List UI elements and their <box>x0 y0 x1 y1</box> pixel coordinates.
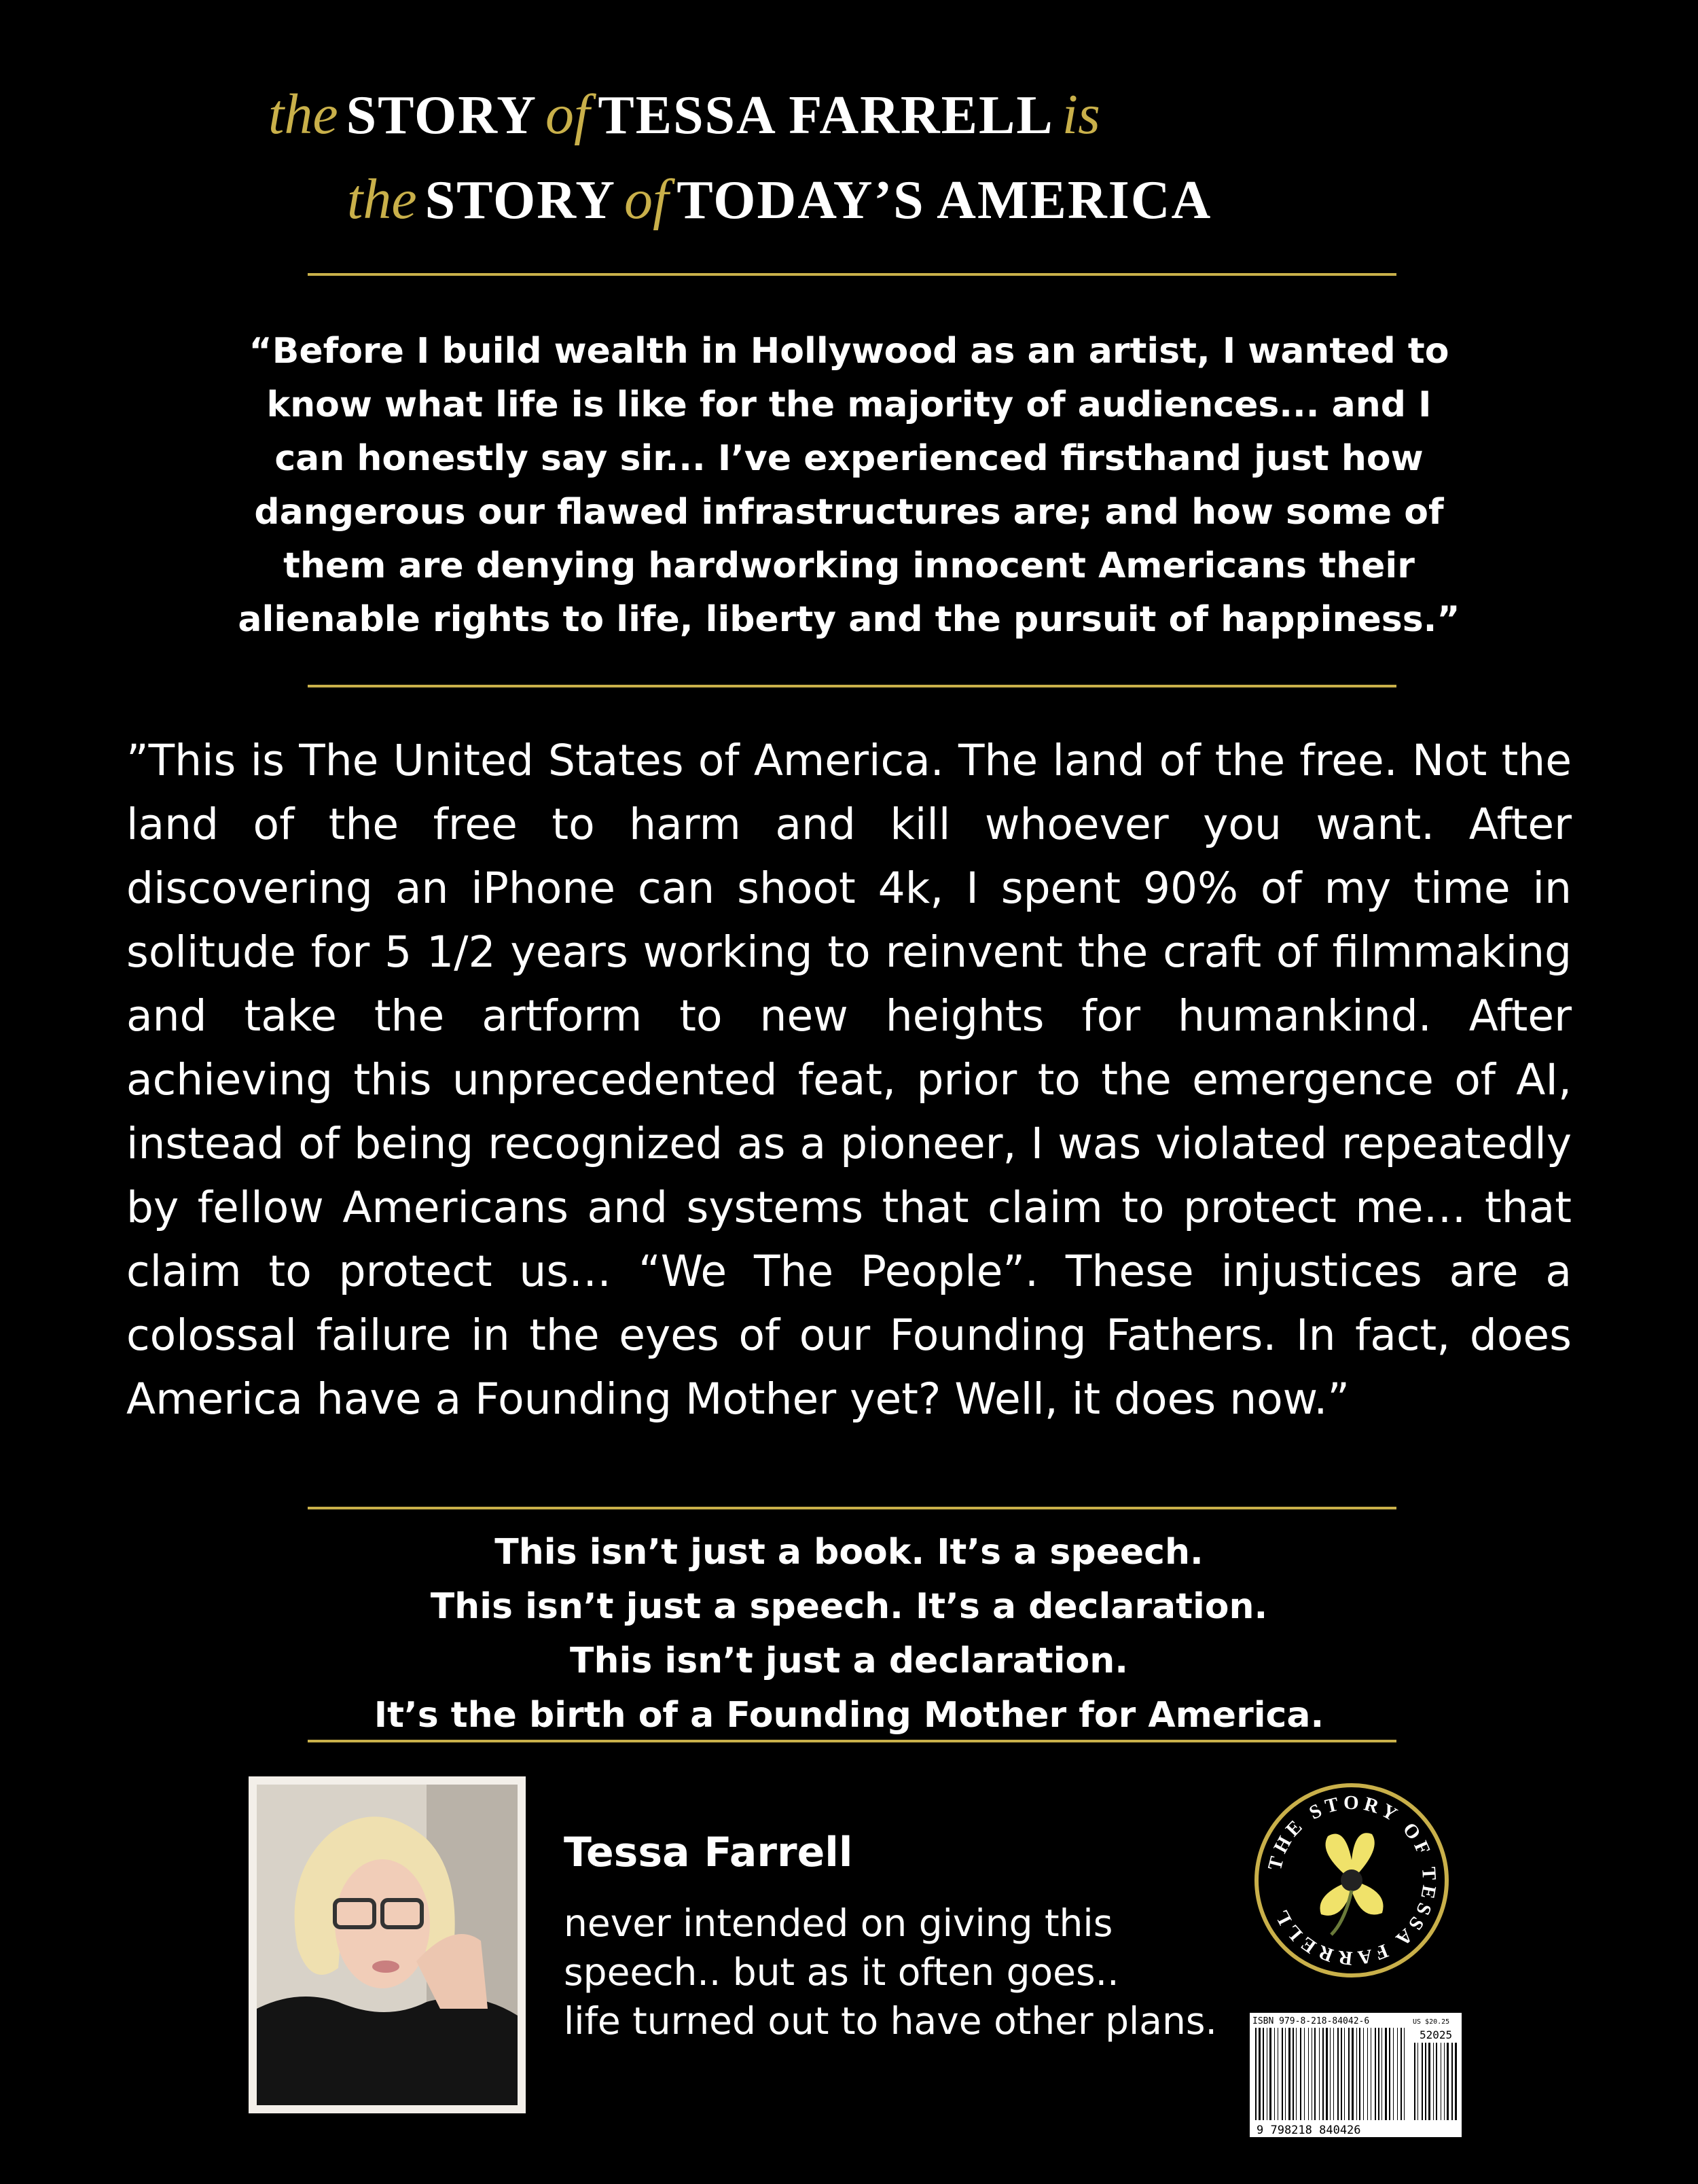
barcode-bar <box>1385 2028 1387 2120</box>
barcode-bar <box>1322 2028 1324 2120</box>
tagline-line: It’s the birth of a Founding Mother for America. <box>374 1695 1324 1736</box>
barcode-bar <box>1337 2028 1339 2120</box>
addon-bar <box>1447 2043 1449 2120</box>
barcode-bar <box>1333 2028 1334 2120</box>
barcode-bar <box>1296 2028 1297 2120</box>
addon-bar <box>1414 2043 1415 2120</box>
price-code: US $20.25 <box>1413 2018 1450 2026</box>
barcode-bar <box>1348 2028 1350 2120</box>
barcode-bar <box>1300 2028 1301 2120</box>
addon-bar <box>1444 2043 1445 2120</box>
barcode-bar <box>1356 2028 1357 2120</box>
portrait-image <box>257 1785 518 2105</box>
divider <box>308 1740 1396 1742</box>
title-word: the <box>347 168 417 231</box>
barcode-bar <box>1341 2028 1342 2120</box>
barcode-bar <box>1288 2028 1290 2120</box>
barcode-bar <box>1363 2028 1364 2120</box>
tagline-line: This isn’t just a speech. It’s a declaration. <box>430 1586 1268 1627</box>
isbn-text: ISBN 979-8-218-84042-6 <box>1252 2016 1370 2026</box>
barcode-bar <box>1263 2028 1264 2120</box>
quote-line: “Before I build wealth in Hollywood as an artist, I wanted to <box>249 331 1449 372</box>
main-quote: ”This is The United States of America. The land of the free. Not the land of the free to harm and kill whoever you want. After discovering an iPhone can shoot 4k, I spent 90% of my time in solitude for 5 1/2 years working to reinvent the craft of filmmaking and take the artform to new heights for humankind. After achieving this unprecedented feat, prior to the emergence of AI, instead of being recognized as a pioneer, I was violated repeatedly by fellow Americans and systems that claim to protect me… that claim to protect us… “We The People”. These injustices are a colossal failure in the eyes of our Founding Fathers. In fact, does America have a Founding Mother yet? Well, it does now.” <box>126 736 1572 1424</box>
quote-line: know what life is like for the majority of audiences... and I <box>266 384 1432 425</box>
barcode-bar <box>1314 2028 1316 2120</box>
barcode-bar <box>1304 2028 1305 2120</box>
title-word: TESSA FARRELL <box>598 86 1054 145</box>
addon-bar <box>1455 2043 1457 2120</box>
title-word: the <box>268 83 338 146</box>
barcode-bars <box>1255 2028 1405 2120</box>
title-word: STORY <box>346 86 537 145</box>
barcode-bar <box>1359 2028 1360 2120</box>
title-word: of <box>624 168 669 231</box>
title-word: of <box>545 83 590 146</box>
author-bio <box>564 1899 1243 2045</box>
barcode-bar <box>1274 2028 1275 2120</box>
barcode-bar <box>1330 2028 1331 2120</box>
barcode-bar <box>1393 2028 1394 2120</box>
title-line-2 <box>347 166 1212 232</box>
addon-bars <box>1414 2043 1457 2120</box>
addon-bar <box>1428 2043 1430 2120</box>
title-word: TODAY’S AMERICA <box>676 171 1212 230</box>
barcode-bar <box>1308 2028 1309 2120</box>
title-word: is <box>1062 83 1100 146</box>
barcode-bar <box>1375 2028 1376 2120</box>
tagline-line: This isn’t just a book. It’s a speech. <box>494 1532 1204 1573</box>
barcode-bar <box>1269 2028 1271 2120</box>
barcode-bar <box>1259 2028 1261 2120</box>
addon-bar <box>1425 2043 1426 2120</box>
barcode-bar <box>1255 2028 1257 2120</box>
addon-bar <box>1451 2043 1453 2120</box>
barcode-bar <box>1381 2028 1382 2120</box>
divider <box>308 685 1396 687</box>
author-name: Tessa Farrell <box>564 1829 853 1876</box>
tagline-line: This isn’t just a declaration. <box>570 1641 1128 1681</box>
seal-text: THE STORY OF TESSA FARRELL <box>1263 1791 1441 1969</box>
quote-line: alienable rights to life, liberty and the pursuit of happiness.” <box>238 599 1460 640</box>
barcode-bar <box>1352 2028 1354 2120</box>
bio-line: never intended on giving this <box>564 1901 1113 1945</box>
author-photo <box>249 1776 526 2113</box>
story-seal-logo <box>1250 1778 1453 1986</box>
barcode-bar <box>1344 2028 1345 2120</box>
barcode-bar <box>1401 2028 1402 2120</box>
barcode-bar <box>1397 2028 1398 2120</box>
barcode-digits: 9 798218 840426 <box>1257 2124 1361 2137</box>
quote-line: dangerous our flawed infrastructures are; and how some of <box>254 492 1444 533</box>
divider <box>308 273 1396 276</box>
addon-bar <box>1422 2043 1423 2120</box>
barcode-bar <box>1378 2028 1379 2120</box>
pull-quote <box>170 325 1528 647</box>
bio-line: life turned out to have other plans. <box>564 1999 1217 2043</box>
barcode-bar <box>1285 2028 1286 2120</box>
addon-bar <box>1417 2043 1418 2120</box>
seal-emblem <box>1250 1778 1453 1982</box>
title-line-1 <box>268 82 1100 147</box>
title-word: STORY <box>424 171 616 230</box>
barcode-bar <box>1404 2028 1405 2120</box>
barcode-image <box>1250 2013 1462 2137</box>
barcode-bar <box>1282 2028 1283 2120</box>
isbn-barcode <box>1250 2013 1462 2137</box>
barcode-bar <box>1326 2028 1328 2120</box>
barcode-bar <box>1367 2028 1368 2120</box>
bio-line: speech.. but as it often goes.. <box>564 1950 1119 1994</box>
quote-line: can honestly say sir... I’ve experienced firsthand just how <box>274 438 1424 479</box>
quote-line: them are denying hardworking innocent Americans their <box>283 545 1415 586</box>
tagline <box>170 1525 1528 1742</box>
barcode-bar <box>1319 2028 1320 2120</box>
addon-bar <box>1433 2043 1434 2120</box>
barcode-bar <box>1389 2028 1390 2120</box>
divider <box>308 1507 1396 1509</box>
addon-code: 52025 <box>1420 2028 1453 2041</box>
barcode-bar <box>1293 2028 1294 2120</box>
addon-bar <box>1436 2043 1437 2120</box>
